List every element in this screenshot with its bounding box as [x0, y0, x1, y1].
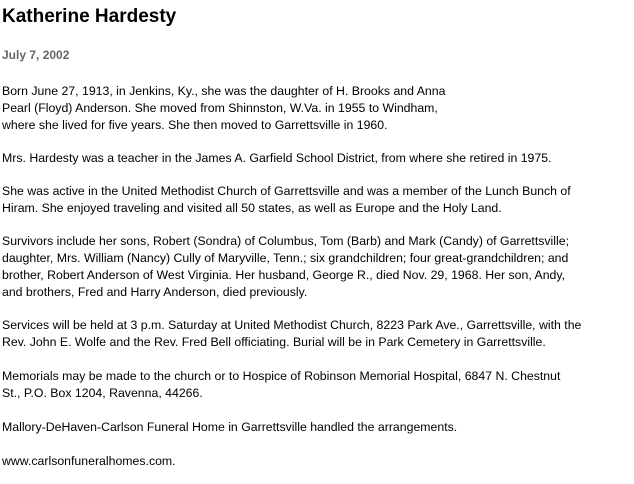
- memorials-paragraph: [2, 368, 634, 402]
- career-paragraph: [2, 150, 634, 167]
- text-line: Mrs. Hardesty was a teacher in the James A. Garfield School District, from where she retired in 1975.: [2, 151, 552, 165]
- text-line: St., P.O. Box 1204, Ravenna, 44266.: [2, 386, 203, 400]
- survivors-paragraph: [2, 233, 634, 301]
- text-line: Pearl (Floyd) Anderson. She moved from Shinnston, W.Va. in 1955 to Windham,: [2, 101, 438, 115]
- website-paragraph: [2, 453, 634, 470]
- text-line: Memorials may be made to the church or to Hospice of Robinson Memorial Hospital, 6847 N. Chestnut: [2, 369, 561, 383]
- text-line: Survivors include her sons, Robert (Sondra) of Columbus, Tom (Barb) and Mark (Candy) of Garrettsville;: [2, 234, 570, 248]
- obituary-name: Katherine Hardesty: [2, 6, 177, 27]
- text-line: She was active in the United Methodist Church of Garrettsville and was a member of the Lunch Bunch of: [2, 184, 571, 198]
- website-text: www.carlsonfuneralhomes.com.: [2, 454, 176, 468]
- text-line: Services will be held at 3 p.m. Saturday at United Methodist Church, 8223 Park Ave., Garrettsville, with the: [2, 318, 582, 332]
- birth-paragraph: [2, 83, 634, 134]
- funeral-home-paragraph: [2, 419, 634, 436]
- services-paragraph: [2, 317, 634, 351]
- text-line: and brothers, Fred and Harry Anderson, died previously.: [2, 285, 308, 299]
- text-line: daughter, Mrs. William (Nancy) Cully of Maryville, Tenn.; six grandchildren; four great-grandchildren; and: [2, 251, 569, 265]
- text-line: Born June 27, 1913, in Jenkins, Ky., she was the daughter of H. Brooks and Anna: [2, 84, 446, 98]
- text-line: where she lived for five years. She then moved to Garrettsville in 1960.: [2, 118, 388, 132]
- activities-paragraph: [2, 183, 634, 217]
- obituary-date: July 7, 2002: [2, 48, 70, 62]
- text-line: Rev. John E. Wolfe and the Rev. Fred Bell officiating. Burial will be in Park Cemetery in Garrettsville.: [2, 335, 546, 349]
- text-line: brother, Robert Anderson of West Virginia. Her husband, George R., died Nov. 29, 1968. Her son, Andy,: [2, 268, 566, 282]
- text-line: Mallory-DeHaven-Carlson Funeral Home in Garrettsville handled the arrangements.: [2, 420, 458, 434]
- text-line: Hiram. She enjoyed traveling and visited all 50 states, as well as Europe and the Holy Land.: [2, 201, 502, 215]
